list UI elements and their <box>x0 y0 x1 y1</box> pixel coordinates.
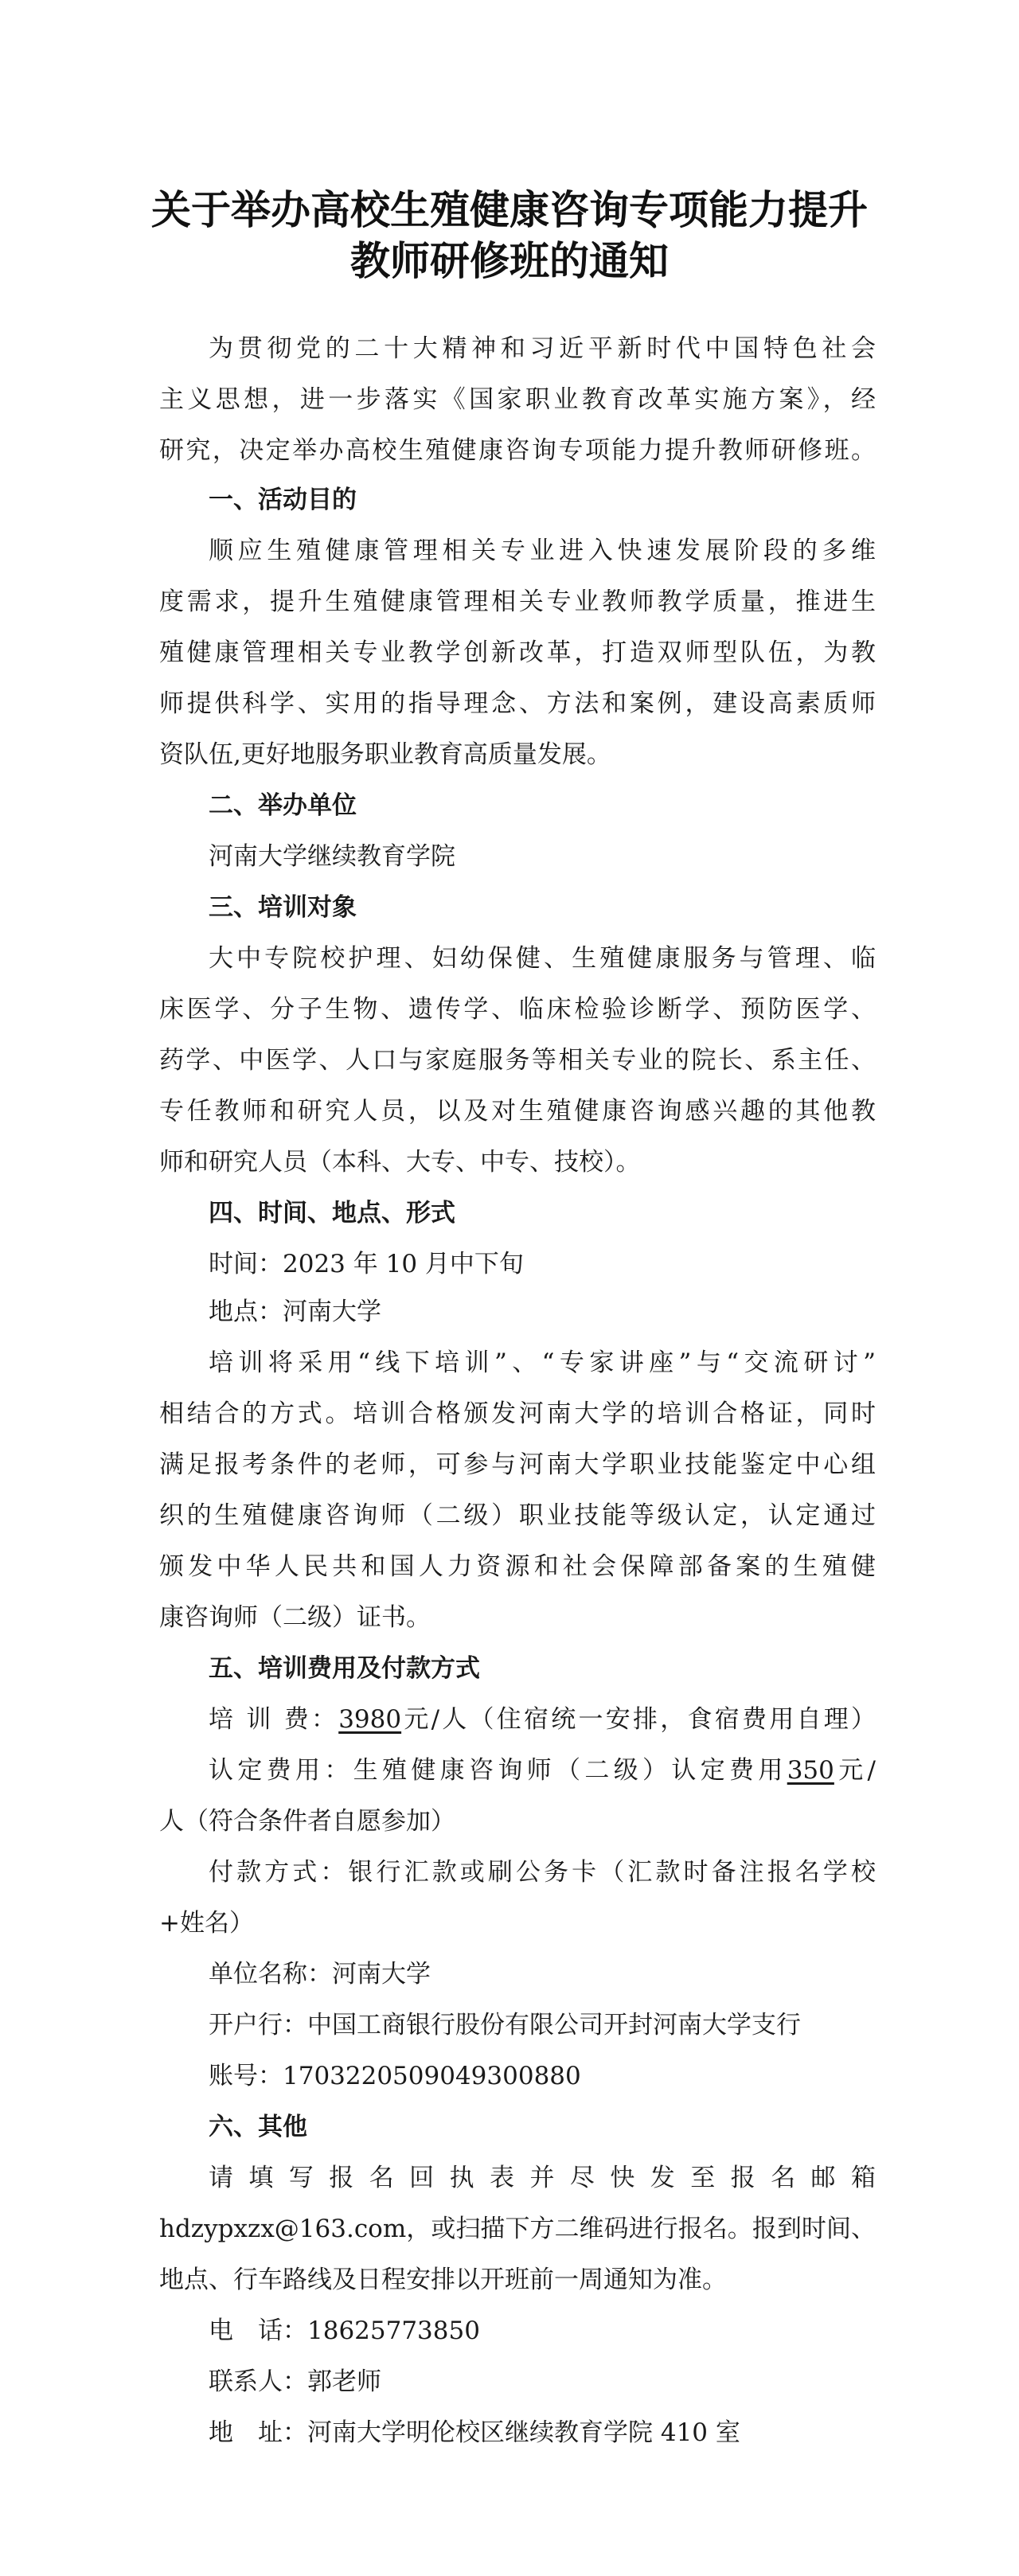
section-4-line-1: 培训将采用“线下培训”、“专家讲座”与“交流研讨” <box>209 1348 876 1377</box>
section-3-line-4: 专任教师和研究人员，以及对生殖健康咨询感兴趣的其他教 <box>159 1097 876 1126</box>
section-4-line-5: 颁发中华人民共和国人力资源和社会保障部备案的生殖健 <box>159 1552 876 1581</box>
intro-line-3: 研究，决定举办高校生殖健康咨询专项能力提升教师研修班。 <box>159 436 876 465</box>
section-1-line-3: 殖健康管理相关专业教学创新改革，打造双师型队伍，为教 <box>159 638 876 667</box>
title-line-1: 关于举办高校生殖健康咨询专项能力提升 <box>151 187 868 233</box>
section-1-line-4: 师提供科学、实用的指导理念、方法和案例，建设高素质师 <box>159 689 876 718</box>
certification-fee-note: 人（符合条件者自愿参加） <box>159 1807 455 1836</box>
payment-method-line-2: +姓名） <box>159 1909 254 1938</box>
section-3-line-1: 大中专院校护理、妇幼保健、生殖健康服务与管理、临 <box>209 944 876 973</box>
section-3-heading: 三、培训对象 <box>209 893 357 922</box>
bank-account-number: 账号：1703220509049300880 <box>209 2062 581 2090</box>
contact-person: 联系人：郭老师 <box>209 2367 381 2396</box>
section-4-line-2: 相结合的方式。培训合格颁发河南大学的培训合格证，同时 <box>159 1399 876 1428</box>
payee-unit-name: 单位名称：河南大学 <box>209 1960 431 1989</box>
intro-line-1: 为贯彻党的二十大精神和习近平新时代中国特色社会 <box>209 334 876 363</box>
title-line-2: 教师研修班的通知 <box>350 238 669 284</box>
section-1-heading: 一、活动目的 <box>209 486 357 514</box>
section-3-line-2: 床医学、分子生物、遗传学、临床检验诊断学、预防医学、 <box>159 995 876 1024</box>
certification-fee-line <box>209 1753 876 1788</box>
training-fee-line <box>209 1702 876 1737</box>
contact-address: 地 址：河南大学明伦校区继续教育学院 410 室 <box>209 2418 740 2447</box>
section-1-line-5: 资队伍,更好地服务职业教育高质量发展。 <box>159 740 611 769</box>
section-6-line-3: 地点、行车路线及日程安排以开班前一周通知为准。 <box>159 2266 727 2294</box>
section-4-line-4: 织的生殖健康咨询师（二级）职业技能等级认定，认定通过 <box>159 1501 876 1530</box>
section-6-line-1: 请填写报名回执表并尽快发至报名邮箱 <box>209 2164 876 2192</box>
training-fee-detail: 元/人（住宿统一安排，食宿费用自理） <box>401 1705 876 1734</box>
training-place: 地点：河南大学 <box>209 1298 381 1326</box>
certification-fee-unit: 元/ <box>834 1756 876 1785</box>
section-4-line-3: 满足报考条件的老师，可参与河南大学职业技能鉴定中心组 <box>159 1450 876 1479</box>
training-fee-label: 培 训 费： <box>209 1705 339 1734</box>
bank-name: 开户行：中国工商银行股份有限公司开封河南大学支行 <box>209 2011 801 2039</box>
section-2-heading: 二、举办单位 <box>209 791 357 820</box>
contact-phone: 电 话：18625773850 <box>209 2316 480 2345</box>
section-3-line-3: 药学、中医学、人口与家庭服务等相关专业的院长、系主任、 <box>159 1046 876 1075</box>
certification-fee-label: 认定费用：生殖健康咨询师（二级）认定费用 <box>209 1756 787 1785</box>
organizer-name: 河南大学继续教育学院 <box>209 842 455 871</box>
section-4-heading: 四、时间、地点、形式 <box>209 1199 455 1228</box>
training-time: 时间：2023 年 10 月中下旬 <box>209 1250 524 1278</box>
section-1-line-2: 度需求，提升生殖健康管理相关专业教师教学质量，推进生 <box>159 587 876 616</box>
section-4-line-6: 康咨询师（二级）证书。 <box>159 1603 431 1632</box>
payment-method-line-1: 付款方式：银行汇款或刷公务卡（汇款时备注报名学校 <box>209 1858 876 1887</box>
certification-fee-amount: 350 <box>787 1756 834 1785</box>
section-6-heading: 六、其他 <box>209 2113 307 2141</box>
section-5-heading: 五、培训费用及付款方式 <box>209 1654 480 1683</box>
intro-line-2: 主义思想，进一步落实《国家职业教育改革实施方案》，经 <box>159 385 876 414</box>
section-6-line-2: hdzypxzx@163.com，或扫描下方二维码进行报名。报到时间、 <box>159 2215 876 2243</box>
section-1-line-1: 顺应生殖健康管理相关专业进入快速发展阶段的多维 <box>209 537 876 565</box>
section-3-line-5: 师和研究人员（本科、大专、中专、技校）。 <box>159 1148 641 1177</box>
training-fee-amount: 3980 <box>338 1705 402 1734</box>
